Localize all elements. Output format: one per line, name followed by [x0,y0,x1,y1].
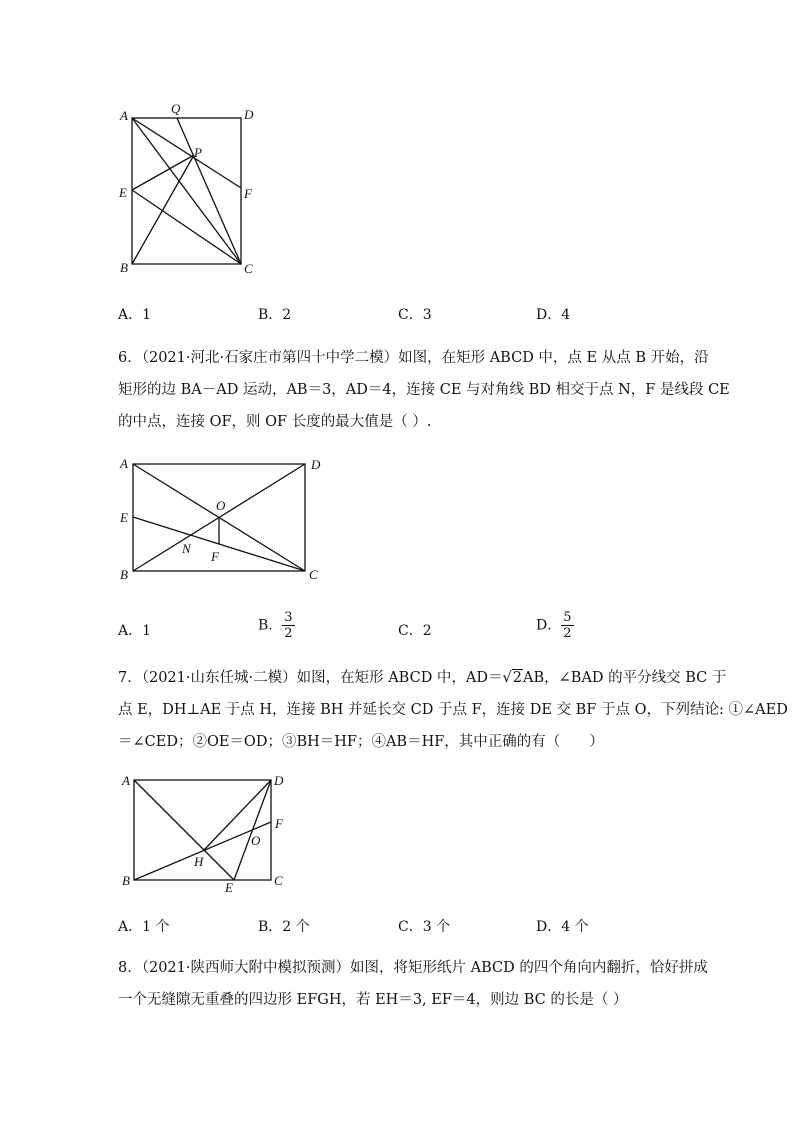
label-e: E [119,185,127,200]
line-bf [134,822,271,880]
q7-option-c: C．3 个 [398,919,451,935]
fig1-option-d: D．4 [536,307,571,323]
figure-question-7 [110,770,310,900]
question-6-line-1: 6．（2021·河北·石家庄市第四十中学二模）如图，在矩形 ABCD 中，点 E 从点 B 开始，沿 [118,350,709,366]
q6-option-d-prefix: D． [536,617,562,634]
question-7-line-2: 点 E，DH⊥AE 于点 H，连接 BH 并延长交 CD 于点 F，连接 DE 交 BF 于点 O，下列结论: ①∠AED [118,702,788,718]
label-c: C [244,261,253,276]
question-8-text [118,952,708,1016]
fig1-option-c: C．3 [398,307,432,323]
figure-rectangle-pq [110,98,270,278]
question-6-text [118,342,730,438]
question-6-line-2: 矩形的边 BA－AD 运动，AB＝3，AD＝4，连接 CE 与对角线 BD 相交于点 N，F 是线段 CE [118,382,730,398]
label-a: A [120,108,128,123]
label-c: C [309,567,318,582]
label-p: P [194,145,202,160]
label-b: B [122,873,130,888]
question-8-line-2: 一个无缝隙无重叠的四边形 EFGH，若 EH＝3, EF＝4，则边 BC 的长是（ ） [118,992,628,1008]
q7-option-a: A．1 个 [118,919,170,935]
label-f: F [211,549,219,564]
question-7-line-3: ＝∠CED；②OE＝OD；③BH＝HF；④AB＝HF，其中正确的有（ ） [118,734,604,750]
question-7-line-1 [118,662,727,694]
q6-option-b-prefix: B． [258,617,283,634]
label-f: F [275,816,283,831]
q6-option-b-denominator: 2 [284,626,293,641]
label-h: H [194,854,204,869]
question-6-line-3: 的中点，连接 OF，则 OF 长度的最大值是（ ）. [118,414,432,430]
sqrt-symbol: √ [502,670,512,686]
label-e: E [120,510,128,525]
label-b: B [120,567,128,582]
label-a: A [120,456,128,471]
sqrt-radicand: 2 [512,670,523,686]
q6-option-d-denominator: 2 [563,626,572,641]
q6-option-b-numerator: 3 [284,610,293,625]
label-d: D [274,773,284,788]
line-af [132,118,241,188]
question-7-line-1-post: AB，∠BAD 的平分线交 BC 于 [523,670,727,686]
question-8-line-1: 8．（2021·陕西师大附中模拟预测）如图，将矩形纸片 ABCD 的四个角向内翻折，恰好拼成 [118,960,708,976]
label-b: B [120,260,128,275]
line-hd [204,780,271,850]
q6-option-d-fraction [561,610,573,641]
q6-option-b [258,610,295,641]
q7-option-b: B．2 个 [258,919,310,935]
question-7-text [118,662,788,758]
q6-option-d [536,610,574,641]
question-7-line-1-pre: 7．（2021·山东任城·二模）如图，在矩形 ABCD 中，AD＝ [118,670,503,686]
label-c: C [274,873,283,888]
line-ah [134,780,204,850]
q6-option-c: C．2 [398,623,432,639]
label-f: F [244,186,252,201]
fig1-option-b: B．2 [258,307,292,323]
label-o: O [251,833,261,848]
label-d: D [311,457,321,472]
label-q: Q [171,101,181,116]
q7-option-d: D．4 个 [536,919,589,935]
figure-question-6 [110,452,340,592]
line-ed [234,780,271,880]
q6-option-d-numerator: 5 [563,610,572,625]
label-n: N [182,541,191,556]
line-he [204,850,234,880]
label-a: A [122,773,130,788]
fig1-option-a: A．1 [118,307,152,323]
label-d: D [244,107,254,122]
label-e: E [225,880,233,895]
q6-option-a: A．1 [118,623,152,639]
line-bp [132,155,194,264]
q6-option-b-fraction [282,610,294,641]
label-o: O [216,498,226,513]
